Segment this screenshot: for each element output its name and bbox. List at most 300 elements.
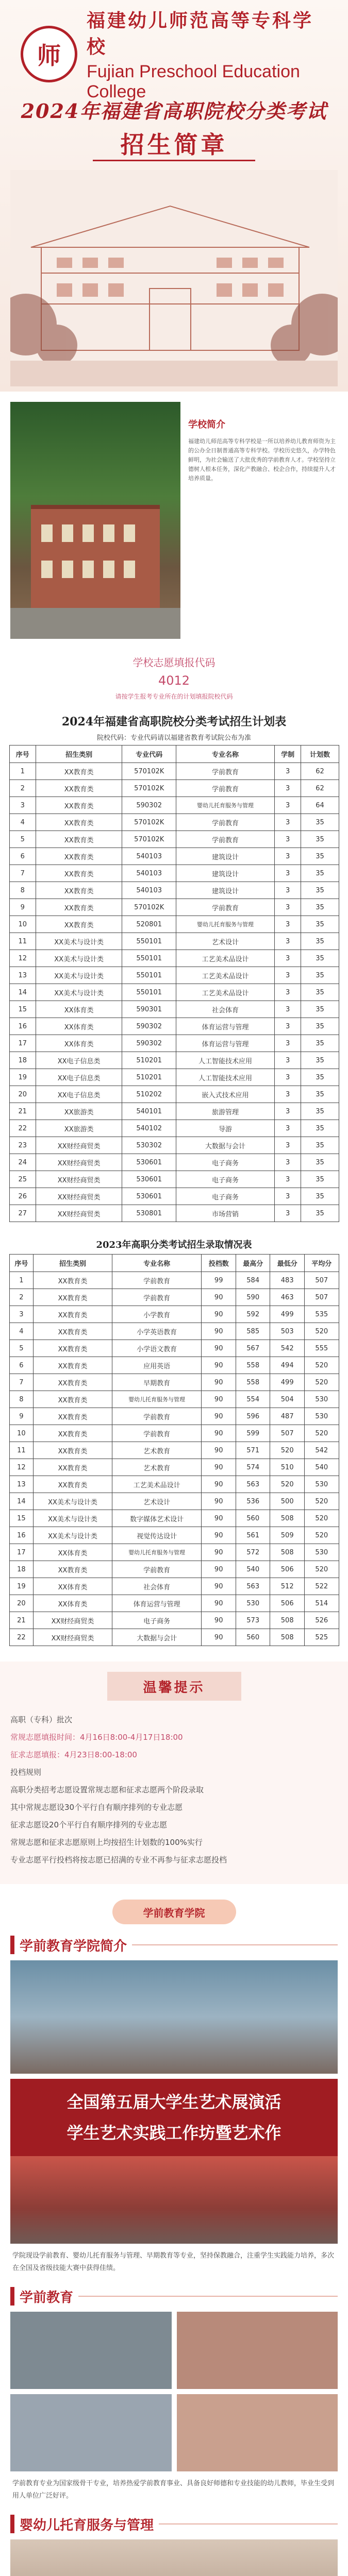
table-header: 计划数 <box>301 745 339 763</box>
table-row <box>9 882 339 899</box>
table-header: 专业名称 <box>112 1255 202 1272</box>
table-cell: 35 <box>301 950 339 967</box>
table-cell: 4 <box>9 814 36 831</box>
section-heading <box>0 1929 348 1960</box>
table-cell: 35 <box>301 814 339 831</box>
table-cell: 电子商务 <box>176 1154 275 1171</box>
table-cell: 3 <box>274 950 301 967</box>
table-cell: 旅游管理 <box>176 1103 275 1120</box>
table-row <box>9 865 339 882</box>
table-cell: 90 <box>202 1357 236 1374</box>
table-cell: 3 <box>274 899 301 916</box>
table-cell: 小学英语教育 <box>112 1323 202 1340</box>
header <box>0 0 348 392</box>
table-row <box>9 1544 339 1561</box>
table-cell: XX体育类 <box>34 1595 112 1612</box>
table-cell: 35 <box>301 1120 339 1137</box>
table-row <box>9 899 339 916</box>
table-cell: 463 <box>270 1289 305 1306</box>
table-cell: XX教育类 <box>36 882 122 899</box>
table-cell: 592 <box>236 1306 270 1323</box>
table-cell: 12 <box>9 950 36 967</box>
table-cell: 590302 <box>122 797 176 814</box>
notice-item: 常规志愿和征求志愿原则上均按招生计划数的100%实行 <box>10 1838 203 1847</box>
table-cell: 530 <box>304 1544 339 1561</box>
table-cell: 530 <box>304 1476 339 1493</box>
table-cell: 535 <box>304 1306 339 1323</box>
table-cell: 90 <box>202 1323 236 1340</box>
table-cell: 35 <box>301 933 339 950</box>
table-cell: XX旅游类 <box>36 1103 122 1120</box>
table-cell: 558 <box>236 1357 270 1374</box>
school-code-block <box>0 654 348 701</box>
table-header: 最低分 <box>270 1255 305 1272</box>
table-cell: 90 <box>202 1306 236 1323</box>
table-cell: 3 <box>9 797 36 814</box>
table-cell: XX旅游类 <box>36 1120 122 1137</box>
table-cell: 35 <box>301 1052 339 1069</box>
table-cell: 90 <box>202 1425 236 1442</box>
preschool-heading: 学前教育学院简介 <box>20 1938 127 1954</box>
table-row <box>9 1035 339 1052</box>
table-row <box>9 1171 339 1188</box>
table-row <box>9 984 339 1001</box>
table-header: 招生类别 <box>36 745 122 763</box>
table-cell: 35 <box>301 1035 339 1052</box>
table-cell: 506 <box>270 1561 305 1578</box>
table-cell: XX教育类 <box>34 1340 112 1357</box>
table-cell: 婴幼儿托育服务与管理 <box>112 1391 202 1408</box>
table-cell: 4 <box>9 1323 34 1340</box>
table-cell: 584 <box>236 1272 270 1289</box>
notice-item: 常规志愿填报时间：4月16日8:00-4月17日18:00 <box>10 1733 183 1742</box>
table-cell: 市场营销 <box>176 1205 275 1222</box>
table-cell: XX美术与设计类 <box>34 1527 112 1544</box>
plan-table-title: 2024年福建省高职院校分类考试招生计划表 <box>61 715 287 728</box>
notice-item: 征求志愿设20个平行自有顺序排列的专业志愿 <box>10 1820 168 1829</box>
table-cell: 35 <box>301 865 339 882</box>
table-cell: 590301 <box>122 1001 176 1018</box>
notice-item: 高职（专科）批次 <box>10 1715 73 1724</box>
title-divider <box>93 160 255 161</box>
table-cell: 506 <box>270 1595 305 1612</box>
table-cell: 540103 <box>122 865 176 882</box>
table-cell: 90 <box>202 1612 236 1629</box>
table-cell: 550101 <box>122 967 176 984</box>
table-cell: 530 <box>236 1595 270 1612</box>
table-row <box>9 1154 339 1171</box>
table-cell: 3 <box>274 916 301 933</box>
table-cell: 建筑设计 <box>176 882 275 899</box>
table-cell: 90 <box>202 1544 236 1561</box>
table-cell: XX美术与设计类 <box>36 967 122 984</box>
group-photo <box>10 2156 338 2244</box>
table-row <box>9 1612 339 1629</box>
table-cell: 早期教育 <box>112 1374 202 1391</box>
table-cell: 学前教育 <box>112 1289 202 1306</box>
table-cell: XX美术与设计类 <box>36 933 122 950</box>
notice-item: 征求志愿填报：4月23日8:00-18:00 <box>10 1750 137 1759</box>
school-name-cn: 福建幼儿师范高等专科学校 <box>87 10 314 58</box>
table-cell: 590302 <box>122 1035 176 1052</box>
table-row <box>9 1323 339 1340</box>
table-cell: 504 <box>270 1391 305 1408</box>
table-cell: 500 <box>270 1493 305 1510</box>
table-cell: 22 <box>9 1629 34 1646</box>
table-cell: 530801 <box>122 1205 176 1222</box>
table-cell: 3 <box>274 865 301 882</box>
table-cell: 17 <box>9 1035 36 1052</box>
photo-tile <box>177 2312 338 2389</box>
table-cell: XX教育类 <box>36 797 122 814</box>
table-cell: 487 <box>270 1408 305 1425</box>
table-header: 投档数 <box>202 1255 236 1272</box>
table-cell: 电子商务 <box>112 1612 202 1629</box>
section-tab-preschool[interactable]: 学前教育学院 <box>112 1900 236 1924</box>
table-row <box>9 814 339 831</box>
table-cell: 3 <box>274 1188 301 1205</box>
table-cell: 工艺美术品设计 <box>112 1476 202 1493</box>
table-cell: 7 <box>9 1374 34 1391</box>
table-row <box>9 1069 339 1086</box>
table-cell: 23 <box>9 1137 36 1154</box>
table-row <box>9 1001 339 1018</box>
table-cell: 应用英语 <box>112 1357 202 1374</box>
table-cell: 3 <box>274 1001 301 1018</box>
table-cell: 20 <box>9 1595 34 1612</box>
table-cell: 学前教育 <box>176 831 275 848</box>
table-row <box>9 1052 339 1069</box>
table-header: 专业名称 <box>176 745 275 763</box>
table-cell: 3 <box>274 814 301 831</box>
table-header: 学制 <box>274 745 301 763</box>
table-cell: 99 <box>202 1272 236 1289</box>
notice-item: 专业志愿平行投档将按志愿已招满的专业不再参与征求志愿投档 <box>10 1855 227 1865</box>
table-cell: 90 <box>202 1374 236 1391</box>
table-cell: 工艺美术品设计 <box>176 967 275 984</box>
table-row <box>9 950 339 967</box>
table-cell: 35 <box>301 1188 339 1205</box>
table-cell: 514 <box>304 1595 339 1612</box>
table-cell: 530 <box>304 1391 339 1408</box>
table-row <box>9 1374 339 1391</box>
table-cell: 嵌入式技术应用 <box>176 1086 275 1103</box>
table-cell: 电子商务 <box>176 1188 275 1205</box>
table-cell: 14 <box>9 1493 34 1510</box>
table-cell: 561 <box>236 1527 270 1544</box>
classroom-photo <box>10 1960 338 2074</box>
table-cell: 536 <box>236 1493 270 1510</box>
table-cell: XX体育类 <box>36 1001 122 1018</box>
table-cell: 21 <box>9 1103 36 1120</box>
table-cell: XX美术与设计类 <box>36 984 122 1001</box>
table-header: 序号 <box>9 745 36 763</box>
table-cell: 工艺美术品设计 <box>176 984 275 1001</box>
table-cell: 599 <box>236 1425 270 1442</box>
table-cell: 婴幼儿托育服务与管理 <box>176 916 275 933</box>
table-cell: 建筑设计 <box>176 848 275 865</box>
table-cell: 9 <box>9 1408 34 1425</box>
education-text: 学前教育专业为国家级骨干专业，培养热爱学前教育事业、具备良好师德和专业技能的幼儿教师，毕业生受到用人单位广泛好评。 <box>12 2480 335 2500</box>
table-cell: 学前教育 <box>112 1425 202 1442</box>
table-cell: 520 <box>304 1510 339 1527</box>
table-cell: XX教育类 <box>36 814 122 831</box>
table-cell: 90 <box>202 1408 236 1425</box>
exam-title: 2024年福建省高职院校分类考试 <box>21 99 327 123</box>
table-header: 专业代码 <box>122 745 176 763</box>
notice-list <box>0 1711 348 1869</box>
table-cell: XX电子信息类 <box>36 1052 122 1069</box>
table-cell: 555 <box>304 1340 339 1357</box>
table-cell: 19 <box>9 1069 36 1086</box>
notice-banner: 温馨提示 <box>107 1672 241 1701</box>
table-cell: 3 <box>274 1103 301 1120</box>
table-row <box>9 1425 339 1442</box>
table-cell: 艺术设计 <box>112 1493 202 1510</box>
table-cell: 3 <box>274 780 301 797</box>
table-cell: 35 <box>301 916 339 933</box>
table-cell: XX教育类 <box>36 831 122 848</box>
table-cell: 510201 <box>122 1052 176 1069</box>
table-cell: XX美术与设计类 <box>36 950 122 967</box>
table-cell: 数字媒体艺术设计 <box>112 1510 202 1527</box>
table-row <box>9 1018 339 1035</box>
table-row <box>9 967 339 984</box>
school-seal-icon: 师 <box>21 26 77 82</box>
table-cell: 574 <box>236 1459 270 1476</box>
table-cell: 13 <box>9 967 36 984</box>
photo-tile <box>10 2312 172 2389</box>
table-row <box>9 933 339 950</box>
table-row <box>9 1629 339 1646</box>
table-cell: 艺术设计 <box>176 933 275 950</box>
table-row <box>9 1120 339 1137</box>
table-cell: 503 <box>270 1323 305 1340</box>
table-cell: 3 <box>274 848 301 865</box>
table-cell: 525 <box>304 1629 339 1646</box>
table-cell: XX教育类 <box>34 1357 112 1374</box>
table-cell: XX教育类 <box>36 848 122 865</box>
table-row <box>9 1188 339 1205</box>
table-cell: 542 <box>304 1442 339 1459</box>
banner-line2: 学生艺术实践工作坊暨艺术作 <box>67 2123 281 2143</box>
table-row <box>9 1391 339 1408</box>
table-cell: 35 <box>301 1205 339 1222</box>
table-row <box>9 1476 339 1493</box>
event-banner-photo <box>10 2079 338 2156</box>
table-cell: 522 <box>304 1578 339 1595</box>
table-cell: 590 <box>236 1289 270 1306</box>
table-cell: 13 <box>9 1476 34 1493</box>
table-cell: 16 <box>9 1527 34 1544</box>
table-cell: 婴幼儿托育服务与管理 <box>176 797 275 814</box>
table-cell: XX教育类 <box>36 780 122 797</box>
table-cell: 10 <box>9 1425 34 1442</box>
table-cell: XX体育类 <box>34 1544 112 1561</box>
table-header: 序号 <box>9 1255 34 1272</box>
table-cell: XX教育类 <box>34 1425 112 1442</box>
table-row <box>9 1408 339 1425</box>
table-row <box>9 1357 339 1374</box>
table-cell: 22 <box>9 1120 36 1137</box>
table-cell: 570102K <box>122 814 176 831</box>
table-cell: 21 <box>9 1612 34 1629</box>
table-cell: 520801 <box>122 916 176 933</box>
table-cell: 558 <box>236 1374 270 1391</box>
table-cell: 9 <box>9 899 36 916</box>
table-cell: XX教育类 <box>34 1306 112 1323</box>
table-cell: 499 <box>270 1374 305 1391</box>
table-cell: 6 <box>9 1357 34 1374</box>
table-cell: 大数据与会计 <box>176 1137 275 1154</box>
notice-section <box>0 1662 348 1884</box>
table-cell: 507 <box>304 1289 339 1306</box>
table-cell: 510202 <box>122 1086 176 1103</box>
campus-illustration <box>10 170 338 386</box>
table-cell: 570102K <box>122 899 176 916</box>
table-cell: 510201 <box>122 1069 176 1086</box>
table-cell: 婴幼儿托育服务与管理 <box>112 1544 202 1561</box>
table-cell: 499 <box>270 1306 305 1323</box>
table-row <box>9 763 339 780</box>
table-cell: 16 <box>9 1018 36 1035</box>
table-cell: 15 <box>9 1510 34 1527</box>
intro-text: 福建幼儿师范高等专科学校是一所以培养幼儿教育师资为主的公办全日制普通高等专科学校。学校历史悠久，办学特色鲜明，为社会输送了大批优秀的学前教育人才。学校坚持立德树人根本任务，深化产教融合、校企合作，持续提升人才培养质量。 <box>188 438 336 482</box>
table-cell: 14 <box>9 984 36 1001</box>
table-cell: 7 <box>9 865 36 882</box>
table-cell: XX电子信息类 <box>36 1086 122 1103</box>
table-cell: 体育运营与管理 <box>112 1595 202 1612</box>
table-cell: 3 <box>274 967 301 984</box>
code-label: 学校志愿填报代码 <box>132 656 216 669</box>
table-cell: 550101 <box>122 984 176 1001</box>
table-cell: 560 <box>236 1629 270 1646</box>
table-cell: 90 <box>202 1476 236 1493</box>
table-cell: 学前教育 <box>112 1561 202 1578</box>
table-cell: 3 <box>274 1069 301 1086</box>
table-cell: XX教育类 <box>36 763 122 780</box>
table-cell: XX财经商贸类 <box>36 1137 122 1154</box>
table-cell: XX教育类 <box>36 899 122 916</box>
table-row <box>9 1493 339 1510</box>
table-cell: 530601 <box>122 1154 176 1171</box>
table-cell: 90 <box>202 1459 236 1476</box>
table-cell: 540 <box>236 1561 270 1578</box>
photo-tile <box>177 2394 338 2471</box>
table-cell: 520 <box>304 1527 339 1544</box>
table-cell: 35 <box>301 882 339 899</box>
table-cell: 520 <box>304 1323 339 1340</box>
table-row <box>9 1272 339 1289</box>
table-cell: 3 <box>274 1018 301 1035</box>
table-cell: 90 <box>202 1527 236 1544</box>
table-cell: 视觉传达设计 <box>112 1527 202 1544</box>
table-cell: 艺术教育 <box>112 1442 202 1459</box>
table-cell: 530302 <box>122 1137 176 1154</box>
table-cell: 3 <box>274 1137 301 1154</box>
table-cell: 3 <box>274 882 301 899</box>
table-cell: 520 <box>304 1425 339 1442</box>
intro-heading: 学校简介 <box>188 419 225 430</box>
table-cell: XX美术与设计类 <box>34 1493 112 1510</box>
table-cell: 18 <box>9 1561 34 1578</box>
table-cell: 90 <box>202 1595 236 1612</box>
table-cell: 90 <box>202 1493 236 1510</box>
intro-panel <box>188 417 338 629</box>
table-cell: 15 <box>9 1001 36 1018</box>
education-photo-grid <box>10 2312 338 2471</box>
table-cell: 1 <box>9 1272 34 1289</box>
table-cell: 508 <box>270 1544 305 1561</box>
campus-photo <box>10 402 180 639</box>
table-cell: XX体育类 <box>36 1035 122 1052</box>
table-cell: 建筑设计 <box>176 865 275 882</box>
table-row <box>9 1442 339 1459</box>
code-value: 4012 <box>158 673 190 688</box>
table-cell: 509 <box>270 1527 305 1544</box>
table-cell: 人工智能技术应用 <box>176 1052 275 1069</box>
table-cell: 563 <box>236 1578 270 1595</box>
table-cell: XX教育类 <box>34 1476 112 1493</box>
table-cell: 20 <box>9 1086 36 1103</box>
table-cell: 35 <box>301 831 339 848</box>
table-cell: 27 <box>9 1205 36 1222</box>
table-cell: 学前教育 <box>176 814 275 831</box>
school-name-en: Fujian Preschool Education College <box>87 62 300 101</box>
table-cell: 554 <box>236 1391 270 1408</box>
table-cell: 494 <box>270 1357 305 1374</box>
table-cell: 26 <box>9 1188 36 1205</box>
table-cell: 工艺美术品设计 <box>176 950 275 967</box>
table-cell: 585 <box>236 1323 270 1340</box>
table-cell: 540103 <box>122 848 176 865</box>
table-cell: 5 <box>9 831 36 848</box>
table-cell: 3 <box>274 1154 301 1171</box>
table-cell: 体育运营与管理 <box>176 1035 275 1052</box>
table-cell: 学前教育 <box>112 1272 202 1289</box>
table-row <box>9 831 339 848</box>
table-cell: 12 <box>9 1459 34 1476</box>
table-cell: 90 <box>202 1510 236 1527</box>
table-cell: 550101 <box>122 950 176 967</box>
table-row <box>9 1086 339 1103</box>
table-cell: 大数据与会计 <box>112 1629 202 1646</box>
table-cell: XX教育类 <box>34 1442 112 1459</box>
table-cell: 520 <box>304 1561 339 1578</box>
table-cell: 90 <box>202 1340 236 1357</box>
table-cell: 3 <box>274 984 301 1001</box>
table-cell: XX教育类 <box>36 865 122 882</box>
table-cell: 508 <box>270 1612 305 1629</box>
table-row <box>9 1340 339 1357</box>
table-cell: 学前教育 <box>176 763 275 780</box>
table-cell: 11 <box>9 1442 34 1459</box>
table-cell: 35 <box>301 1103 339 1120</box>
table-cell: 3 <box>274 1052 301 1069</box>
table-cell: 35 <box>301 1171 339 1188</box>
table-cell: 小学语文教育 <box>112 1340 202 1357</box>
table-cell: 8 <box>9 882 36 899</box>
table-cell: 508 <box>270 1629 305 1646</box>
table-cell: 35 <box>301 899 339 916</box>
table-cell: 3 <box>274 933 301 950</box>
table-cell: XX电子信息类 <box>36 1069 122 1086</box>
table-cell: 590302 <box>122 1018 176 1035</box>
table-row <box>9 916 339 933</box>
section-heading-education <box>0 2281 348 2312</box>
section-heading-care <box>0 2509 348 2539</box>
table-cell: 3 <box>274 831 301 848</box>
